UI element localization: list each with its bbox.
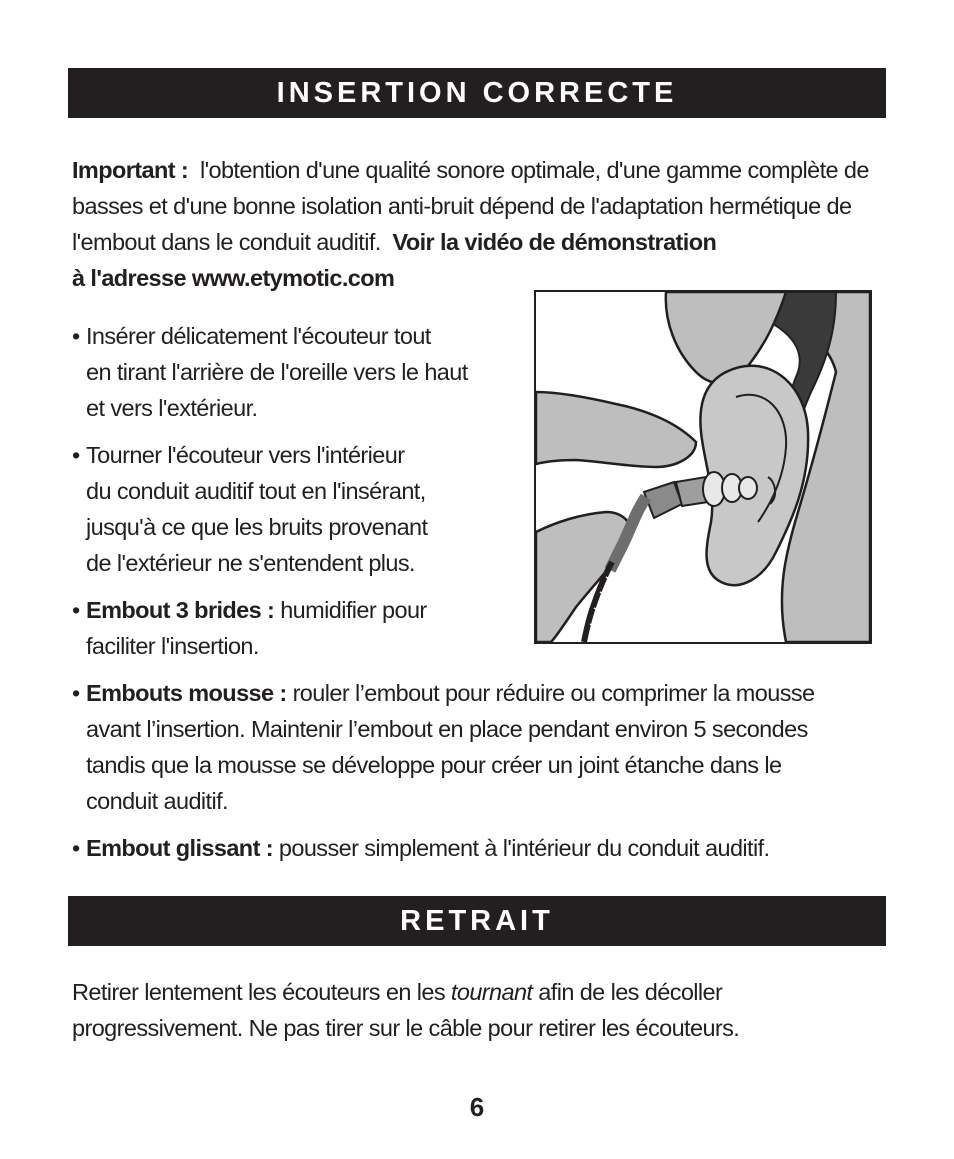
section-header-retrait [68,896,886,946]
bullet-item [72,318,468,426]
bullet-dot: • [72,680,80,706]
section-header-insertion [68,68,886,118]
bullet-line: rouler l’embout pour réduire ou comprimer la mousse [292,680,815,706]
retrait-text: progressivement. Ne pas tirer sur le câble pour retirer les écouteurs. [72,1015,740,1041]
hand-finger-lower [536,512,631,642]
bullet-dot: • [72,323,80,349]
bullet-line: faciliter l'insertion. [86,633,259,659]
section-title: INSERTION CORRECTE [276,76,678,109]
bullet-item [72,437,427,581]
retrait-text: Retirer lentement les écouteurs en les [72,979,445,1005]
bullet-item [72,675,814,819]
bullet-line: avant l’insertion. Maintenir l’embout en place pendant environ 5 secondes [86,716,808,742]
bullet-dot: • [72,597,80,623]
important-label: Important : [72,157,189,183]
eartip-flange-3 [739,477,757,499]
bullet-line: conduit auditif. [86,788,228,814]
hand-finger-upper [536,392,696,467]
bullet-line: tandis que la mousse se développe pour créer un joint étanche dans le [86,752,782,778]
bullet-line: et vers l'extérieur. [86,395,258,421]
video-link-text-2: à l'adresse www.etymotic.com [72,265,395,291]
bullet-label: Embout 3 brides : [86,597,275,623]
bullet-label: Embouts mousse : [86,680,287,706]
bullet-dot: • [72,835,80,861]
video-link-text-1: Voir la vidéo de démonstration [392,229,717,255]
section-title: RETRAIT [400,904,554,937]
bullet-line: Insérer délicatement l'écouteur tout [86,323,431,349]
bullet-item [72,830,769,866]
bullet-line: pousser simplement à l'intérieur du conduit auditif. [278,835,770,861]
bullet-line: de l'extérieur ne s'entendent plus. [86,550,415,576]
page-number: 6 [469,1092,485,1122]
intro-text: l'obtention d'une qualité sonore optimale, d'une gamme complète de basses et d'une bonne isolation anti-bruit dépend de l'adaptation hermétique de l'embout dans le conduit auditif. [72,157,869,255]
bullet-item [72,592,427,664]
bullet-dot: • [72,442,80,468]
retrait-text: afin de les décoller [538,979,723,1005]
bullet-line: Tourner l'écouteur vers l'intérieur [86,442,405,468]
ear-insertion-illustration [534,290,872,644]
bullet-line: du conduit auditif tout en l'insérant, [86,478,426,504]
retrait-italic: tournant [450,979,533,1005]
bullet-line: jusqu'à ce que les bruits provenant [86,514,428,540]
ear-illustration-svg [536,292,870,642]
bullet-label: Embout glissant : [86,835,273,861]
intro-paragraph [72,152,882,296]
bullet-line: humidifier pour [280,597,427,623]
bullet-line: en tirant l'arrière de l'oreille vers le haut [86,359,468,385]
retrait-paragraph [72,974,902,1046]
